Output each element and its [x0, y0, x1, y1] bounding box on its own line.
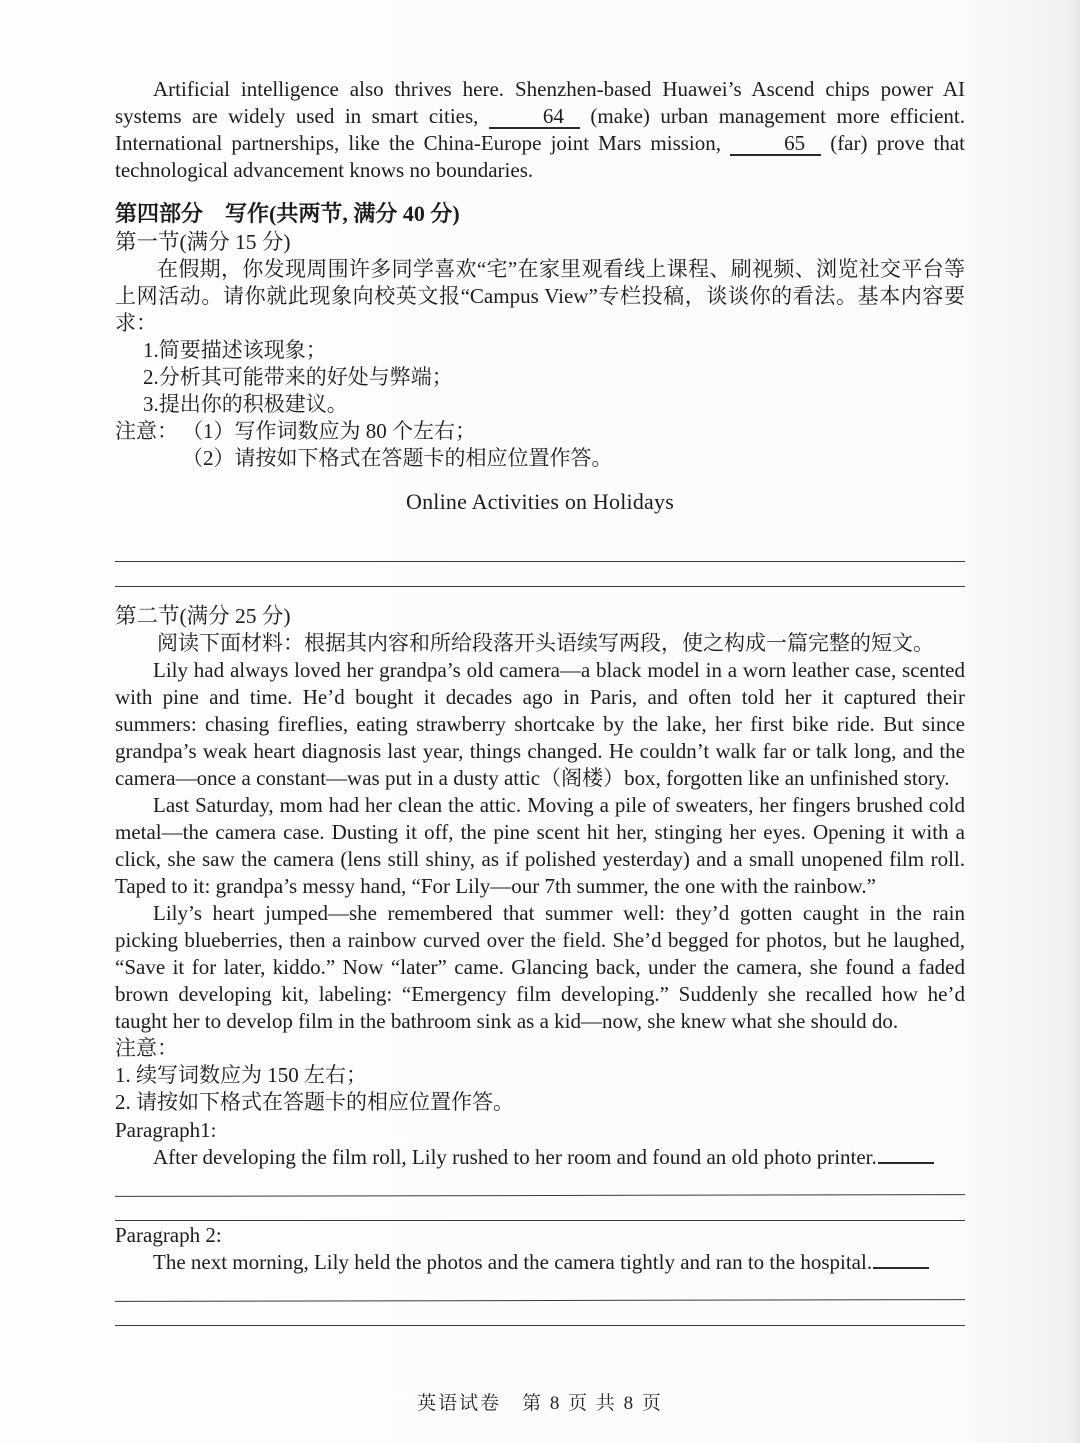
writing1-note-2: （2）请按如下格式在答题卡的相应位置作答。 — [182, 446, 613, 470]
writing1-requirements-list — [143, 337, 965, 418]
story-paragraph-1: Lily had always loved her grandpa’s old camera—a black model in a worn leather case, scented with pine and time. He’d bought it decades ago in Paris, and often told her it captured their summers: chasing fireflies, eating strawberry shortcake by the lake, her first bike ride. But since grandpa’s weak heart diagnosis last year, things changed. He couldn’t walk far or talk long, and the camera—once a constant—was put in a dusty attic（阁楼）box, forgotten like an unfinished story. — [115, 658, 965, 790]
writing1-prompt: 在假期，你发现周围许多同学喜欢“宅”在家里观看线上课程、刷视频、浏览社交平台等上网活动。请你就此现象向校英文报“Campus View”专栏投稿，谈谈你的看法。基本内容要求： — [115, 257, 965, 335]
writing2-instruction: 阅读下面材料：根据其内容和所给段落开头语续写两段，使之构成一篇完整的短文。 — [157, 631, 934, 655]
blank-64: 64 — [489, 105, 580, 129]
part4-section-title: 第四部分 写作(共两节, 满分 40 分) — [115, 201, 460, 226]
paragraph1-opening-tail-line — [878, 1148, 934, 1164]
paragraph2-opening-tail-line — [873, 1253, 929, 1269]
writing1-requirement-1: 1.简要描述该现象； — [143, 338, 327, 362]
writing1-requirement-2: 2.分析其可能带来的好处与弊端； — [143, 365, 453, 389]
writing1-answer-line-1 — [115, 515, 965, 562]
writing1-answer-line-2 — [115, 562, 965, 587]
paragraph1-answer-line-2 — [115, 1196, 965, 1221]
grammar-text-before-blank-64: Artificial intelligence also thrives here. Shenzhen-based Huawei’s Ascend chips power AI systems are widely used in smart cities, — [115, 77, 965, 128]
story-paragraph-2: Last Saturday, mom had her clean the attic. Moving a pile of sweaters, her fingers brushed cold metal—the camera case. Dusting it off, the pine scent hit her, stinging her eyes. Opening it with a click, she saw the camera (lens still shiny, as if polished yesterday) and a small unopened film roll. Taped to it: grandpa’s messy hand, “For Lily—our 7th summer, the one with the rainbow.” — [115, 793, 965, 898]
writing2-note-1: 1. 续写词数应为 150 左右； — [115, 1063, 367, 1087]
paragraph1-answer-line-1 — [115, 1170, 965, 1197]
grammar-text-between-blanks: (make) urban management more efficient. International partnerships, like the China-Europe joint Mars mission, — [115, 104, 965, 155]
part4-section1-title: 第一节(满分 15 分) — [115, 230, 291, 254]
paragraph2-opening: The next morning, Lily held the photos and the camera tightly and ran to the hospital. — [115, 1249, 965, 1276]
paragraph2-label: Paragraph 2: — [115, 1223, 222, 1247]
story-paragraph-3: Lily’s heart jumped—she remembered that summer well: they’d gotten caught in the rain picking blueberries, then a rainbow curved over the field. She’d begged for photos, but he laughed, “Save it for later, kiddo.” Now “later” came. Glancing back, under the camera, she found a faded brown developing kit, labeling: “Emergency film developing.” Suddenly she recalled how he’d taught her to develop film in the bathroom sink as a kid—now, she knew what she should do. — [115, 901, 965, 1033]
page-footer: 英语试卷 第 8 页 共 8 页 — [417, 1393, 663, 1414]
paragraph2-answer-line-2 — [115, 1301, 965, 1326]
writing1-notes-label: 注意： — [115, 419, 178, 443]
writing1-note-1: （1）写作词数应为 80 个左右； — [182, 419, 476, 443]
paragraph2-answer-line-1 — [115, 1275, 965, 1302]
paragraph1-opening: After developing the film roll, Lily rushed to her room and found an old photo printer. — [115, 1144, 965, 1171]
grammar-fill-paragraph — [115, 76, 965, 184]
part4-section2-title: 第二节(满分 25 分) — [115, 604, 291, 628]
writing1-notes — [115, 418, 965, 472]
writing2-notes-label: 注意： — [115, 1036, 178, 1060]
blank-65: 65 — [730, 132, 821, 156]
paragraph1-label: Paragraph1: — [115, 1118, 217, 1142]
writing1-requirement-3: 3.提出你的积极建议。 — [143, 392, 348, 416]
essay-title: Online Activities on Holidays — [406, 489, 674, 514]
grammar-text-after-blank-65: (far) prove that technological advancement knows no boundaries. — [115, 131, 965, 182]
writing2-note-2: 2. 请按如下格式在答题卡的相应位置作答。 — [115, 1090, 514, 1114]
